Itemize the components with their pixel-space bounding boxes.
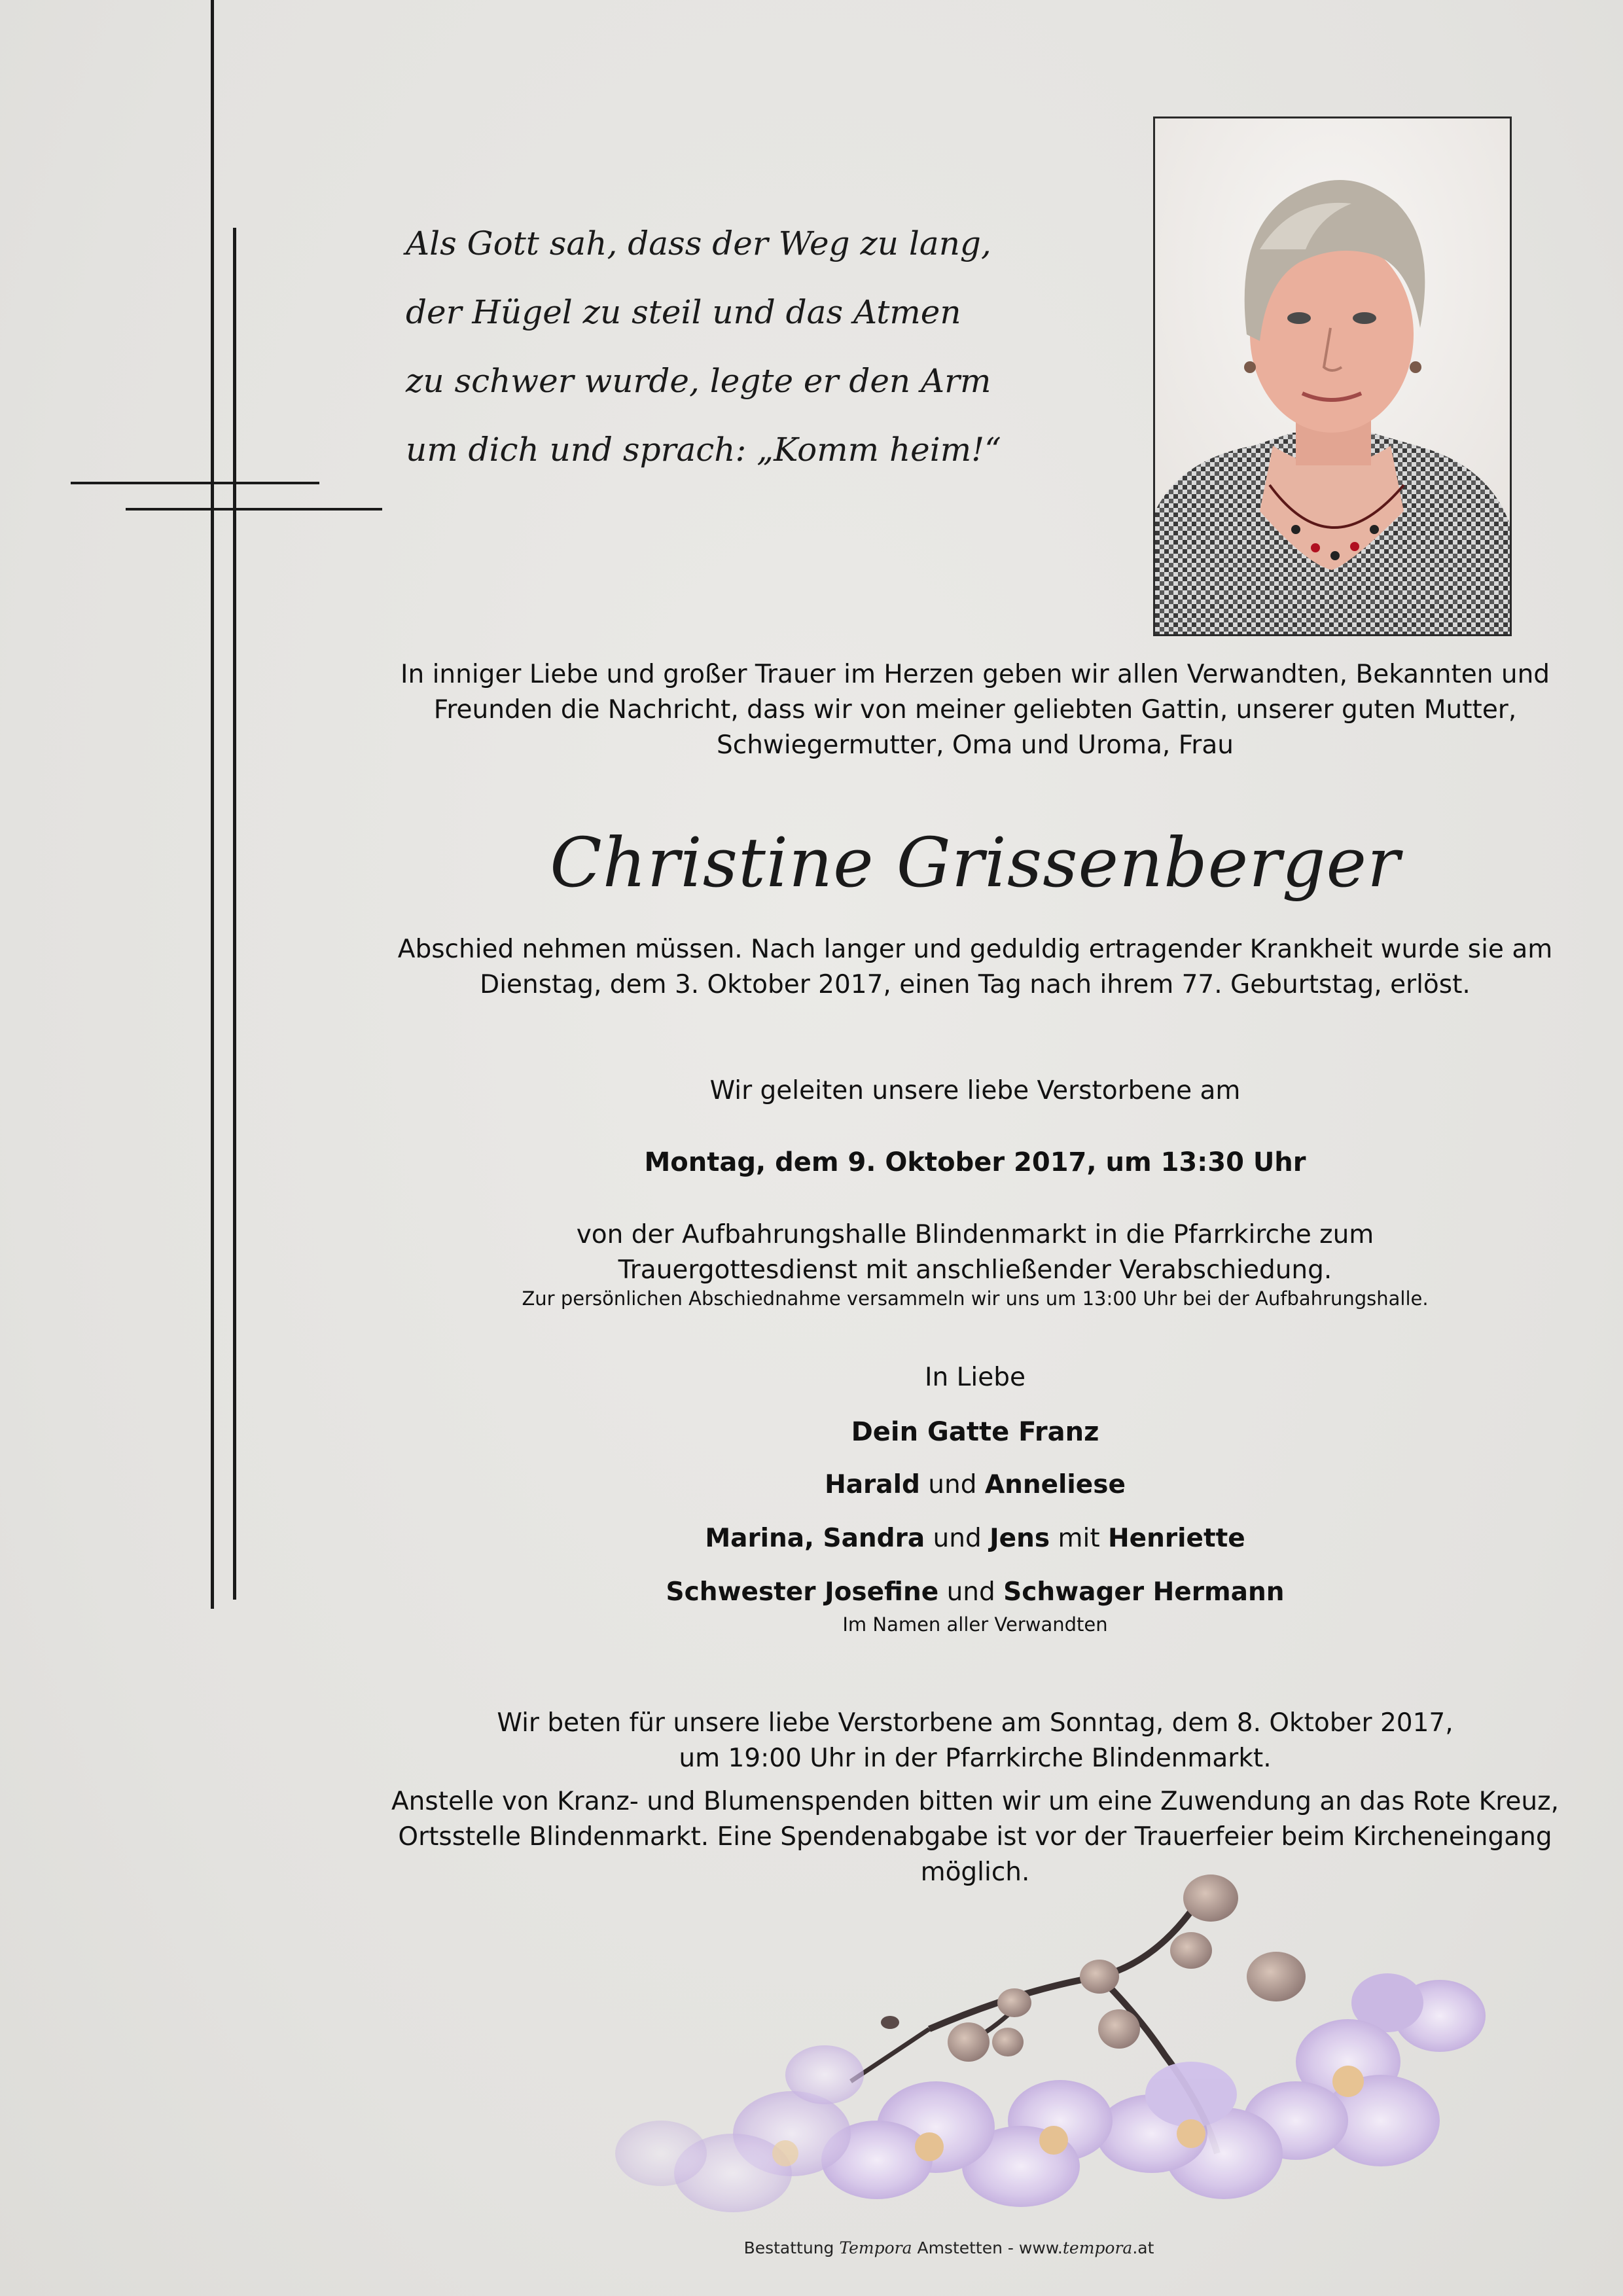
poem-quote: [406, 209, 1047, 484]
death-notice: [366, 932, 1584, 1003]
prayer-line: Wir beten für unsere liebe Verstorbene am Sonntag, dem 8. Oktober 2017,: [497, 1708, 1454, 1738]
mourner-line: [366, 1521, 1584, 1556]
funeral-date-time: Montag, dem 9. Oktober 2017, um 13:30 Uhr: [644, 1147, 1306, 1177]
mourners-relatives: Im Namen aller Verwandten: [842, 1613, 1108, 1636]
cross-horizontal-bottom: [126, 508, 382, 511]
death-notice-line: Abschied nehmen müssen. Nach langer und geduldig ertragender Krankheit wurde sie am: [397, 935, 1553, 964]
death-notice-line: Dienstag, dem 3. Oktober 2017, einen Tag nach ihrem 77. Geburtstag, erlöst.: [480, 970, 1471, 999]
cross-vertical-left: [211, 0, 214, 1609]
intro-line: In inniger Liebe und großer Trauer im Herzen geben wir allen Verwandten, Bekannten und: [400, 660, 1550, 689]
funeral-place: [366, 1217, 1584, 1288]
funeral-lead: Wir geleiten unsere liebe Verstorbene am: [709, 1076, 1241, 1105]
mourner-husband: Dein Gatte Franz: [851, 1417, 1099, 1447]
intro-line: Schwiegermutter, Oma und Uroma, Frau: [717, 730, 1234, 760]
mourner-name: Schwager Hermann: [1003, 1577, 1285, 1607]
mourner-line: [366, 1575, 1584, 1610]
footer-suffix: .at: [1132, 2238, 1154, 2257]
mourner-name: Anneliese: [984, 1470, 1126, 1499]
mourner-name: Marina, Sandra: [705, 1524, 925, 1553]
mourner-conjunction: und: [925, 1524, 990, 1553]
deceased-name: Christine Grissenberger: [550, 823, 1400, 903]
footer-credit: [654, 2238, 1243, 2257]
mourner-name: Jens: [990, 1524, 1050, 1553]
portrait-photo: [1153, 117, 1512, 636]
cross-vertical-right: [233, 228, 236, 1600]
footer-prefix: Bestattung: [743, 2238, 840, 2257]
mourner-name: Harald: [825, 1470, 920, 1499]
footer-brand-url: tempora: [1062, 2238, 1133, 2257]
mourners-lead: In Liebe: [925, 1363, 1026, 1392]
orchid-decoration-icon: [563, 1846, 1518, 2238]
cross-horizontal-top: [71, 482, 319, 484]
footer-brand: Tempora: [839, 2238, 912, 2257]
footer-middle: Amstetten - www.: [912, 2238, 1063, 2257]
mourner-conjunction: mit: [1050, 1524, 1109, 1553]
donation-line: Ortsstelle Blindenmarkt. Eine Spendenabgabe ist vor der Trauerfeier beim Kircheneingang möglich.: [398, 1822, 1552, 1887]
mourner-conjunction: und: [919, 1470, 985, 1499]
gathering-note: Zur persönlichen Abschiednahme versammeln wir uns um 13:00 Uhr bei der Aufbahrungshalle.: [522, 1287, 1429, 1310]
intro-text: [366, 657, 1584, 763]
poem-line: Als Gott sah, dass der Weg zu lang,: [406, 224, 991, 262]
intro-line: Freunden die Nachricht, dass wir von meiner geliebten Gattin, unserer guten Mutter,: [433, 695, 1517, 725]
mourner-name: Schwester Josefine: [666, 1577, 939, 1607]
funeral-place-line: Trauergottesdienst mit anschließender Verabschiedung.: [618, 1255, 1332, 1285]
mourner-name: Henriette: [1108, 1524, 1245, 1553]
prayer-notice: [366, 1706, 1584, 1776]
poem-line: der Hügel zu steil und das Atmen: [406, 293, 961, 331]
funeral-place-line: von der Aufbahrungshalle Blindenmarkt in die Pfarrkirche zum: [576, 1220, 1374, 1249]
poem-line: um dich und sprach: „Komm heim!“: [406, 431, 1001, 469]
donation-line: Anstelle von Kranz- und Blumenspenden bitten wir um eine Zuwendung an das Rote Kreuz,: [391, 1787, 1560, 1816]
portrait-photo-icon: [1155, 118, 1510, 634]
prayer-line: um 19:00 Uhr in der Pfarrkirche Blindenmarkt.: [679, 1744, 1272, 1773]
mourner-conjunction: und: [938, 1577, 1004, 1607]
mourner-line: [366, 1467, 1584, 1503]
poem-line: zu schwer wurde, legte er den Arm: [406, 362, 991, 400]
